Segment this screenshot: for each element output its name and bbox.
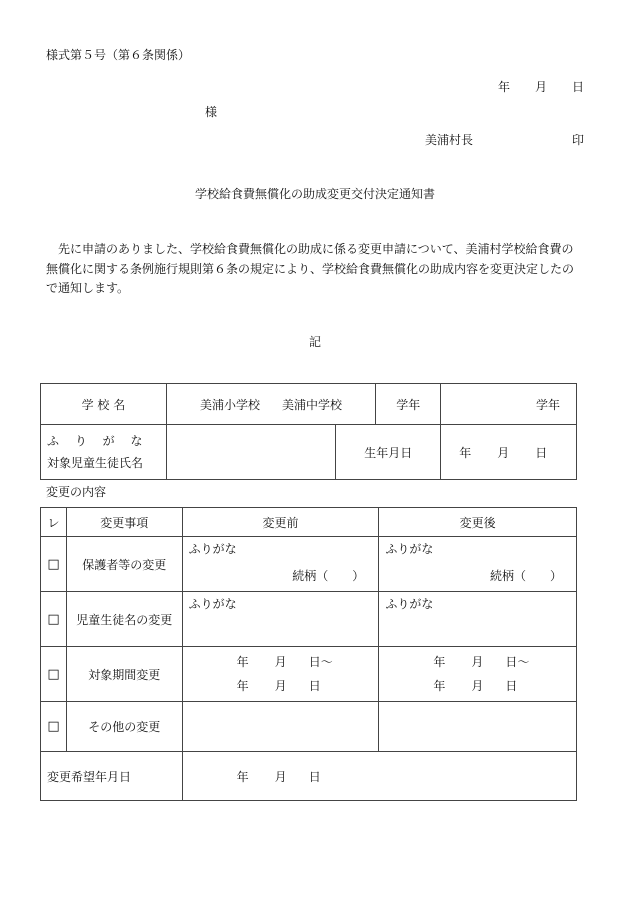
header-after	[379, 508, 577, 537]
date-month: 月	[535, 80, 548, 94]
desired-year: 年	[236, 769, 249, 784]
period-after-to-year: 年	[433, 679, 446, 693]
grade-value: 学年	[535, 397, 560, 412]
other-after-cell[interactable]	[379, 702, 577, 752]
guardian-label: 保護者等の変更	[82, 557, 167, 572]
period-after-from-day: 日〜	[505, 655, 530, 669]
period-before-to-month: 月	[274, 679, 287, 693]
student-name-input-cell[interactable]	[166, 425, 336, 480]
desired-date-input-cell[interactable]	[182, 752, 576, 801]
other-before-cell[interactable]	[182, 702, 379, 752]
changes-table	[40, 507, 577, 801]
seal-mark: 印	[572, 133, 585, 147]
guardian-before-relation: 続柄（ ）	[292, 569, 365, 583]
birthdate-input-cell[interactable]	[441, 425, 577, 480]
birthdate-label: 生年月日	[364, 445, 413, 460]
ki-heading: 記	[309, 335, 322, 349]
school-option-elementary[interactable]: 美浦小学校	[200, 397, 261, 412]
checkbox-icon: □	[47, 719, 60, 734]
student-after-cell[interactable]	[379, 592, 577, 647]
birth-year: 年	[459, 445, 472, 460]
guardian-before-cell[interactable]	[182, 537, 379, 592]
period-before-to-year: 年	[236, 679, 249, 693]
school-options-cell	[166, 384, 376, 425]
guardian-before-furigana: ふりがな	[188, 542, 237, 556]
desired-date-label: 変更希望年月日	[47, 769, 132, 784]
student-name-label-cell	[41, 425, 167, 480]
desired-date-label-cell	[41, 752, 183, 801]
body-line-3: で通知します。	[46, 281, 130, 295]
period-after-to-day: 日	[505, 679, 518, 693]
student-before-furigana: ふりがな	[188, 597, 237, 611]
guardian-checkbox[interactable]	[41, 537, 67, 592]
other-checkbox[interactable]	[41, 702, 67, 752]
checkbox-icon: □	[47, 556, 60, 572]
guardian-after-furigana: ふりがな	[385, 542, 434, 556]
student-checkbox[interactable]	[41, 592, 67, 647]
checkbox-icon: □	[47, 611, 60, 627]
birth-month: 月	[497, 445, 510, 460]
period-after-from-year: 年	[433, 655, 446, 669]
period-label-cell	[66, 647, 182, 702]
student-after-furigana: ふりがな	[385, 597, 434, 611]
birthdate-label-cell	[336, 425, 441, 480]
period-before-cell[interactable]	[182, 647, 379, 702]
header-before	[182, 508, 379, 537]
period-after-to-month: 月	[471, 679, 484, 693]
student-info-table	[40, 383, 577, 480]
period-before-from-year: 年	[236, 655, 249, 669]
desired-day: 日	[308, 769, 321, 784]
school-option-junior-high[interactable]: 美浦中学校	[282, 397, 343, 412]
body-line-1: 先に申請のありました、学校給食費無償化の助成に係る変更申請について、美浦村学校給食費の	[58, 242, 574, 256]
document-title: 学校給食費無償化の助成変更交付決定通知書	[194, 187, 435, 201]
guardian-label-cell	[66, 537, 182, 592]
body-line-2: 無償化に関する条例施行規則第６条の規定により、学校給食費無償化の助成内容を変更決定したの	[46, 262, 575, 276]
student-change-label: 児童生徒名の変更	[76, 612, 173, 627]
grade-value-cell[interactable]	[441, 384, 577, 425]
student-label-cell	[66, 592, 182, 647]
checkbox-icon: □	[47, 666, 60, 682]
period-before-to-day: 日	[308, 679, 321, 693]
period-label: 対象期間変更	[88, 667, 161, 682]
changes-heading: 変更の内容	[46, 485, 107, 499]
date-year: 年	[498, 80, 511, 94]
guardian-after-relation: 続柄（ ）	[489, 569, 562, 583]
before-header-label: 変更前	[262, 515, 299, 530]
furigana-label: ふ り が な	[47, 434, 149, 448]
student-name-label: 対象児童生徒氏名	[47, 456, 144, 470]
other-label: その他の変更	[88, 720, 161, 734]
item-header-label: 変更事項	[100, 515, 149, 530]
student-before-cell[interactable]	[182, 592, 379, 647]
school-label-cell	[41, 384, 167, 425]
period-before-from-month: 月	[274, 655, 287, 669]
header-check	[41, 508, 67, 537]
period-checkbox[interactable]	[41, 647, 67, 702]
grade-label-cell	[376, 384, 441, 425]
form-number: 様式第５号（第６条関係）	[46, 48, 191, 62]
period-after-cell[interactable]	[379, 647, 577, 702]
period-before-from-day: 日〜	[308, 655, 333, 669]
grade-label: 学年	[396, 397, 421, 412]
other-label-cell	[66, 702, 182, 752]
school-label: 学 校 名	[81, 397, 126, 412]
header-item	[66, 508, 182, 537]
sender-name: 美浦村長	[425, 133, 474, 147]
guardian-after-cell[interactable]	[379, 537, 577, 592]
check-header-label: レ	[47, 515, 60, 530]
after-header-label: 変更後	[459, 515, 496, 530]
recipient-suffix: 様	[205, 105, 218, 119]
date-day: 日	[572, 80, 585, 94]
desired-month: 月	[274, 769, 287, 784]
period-after-from-month: 月	[471, 655, 484, 669]
birth-day: 日	[535, 445, 548, 460]
